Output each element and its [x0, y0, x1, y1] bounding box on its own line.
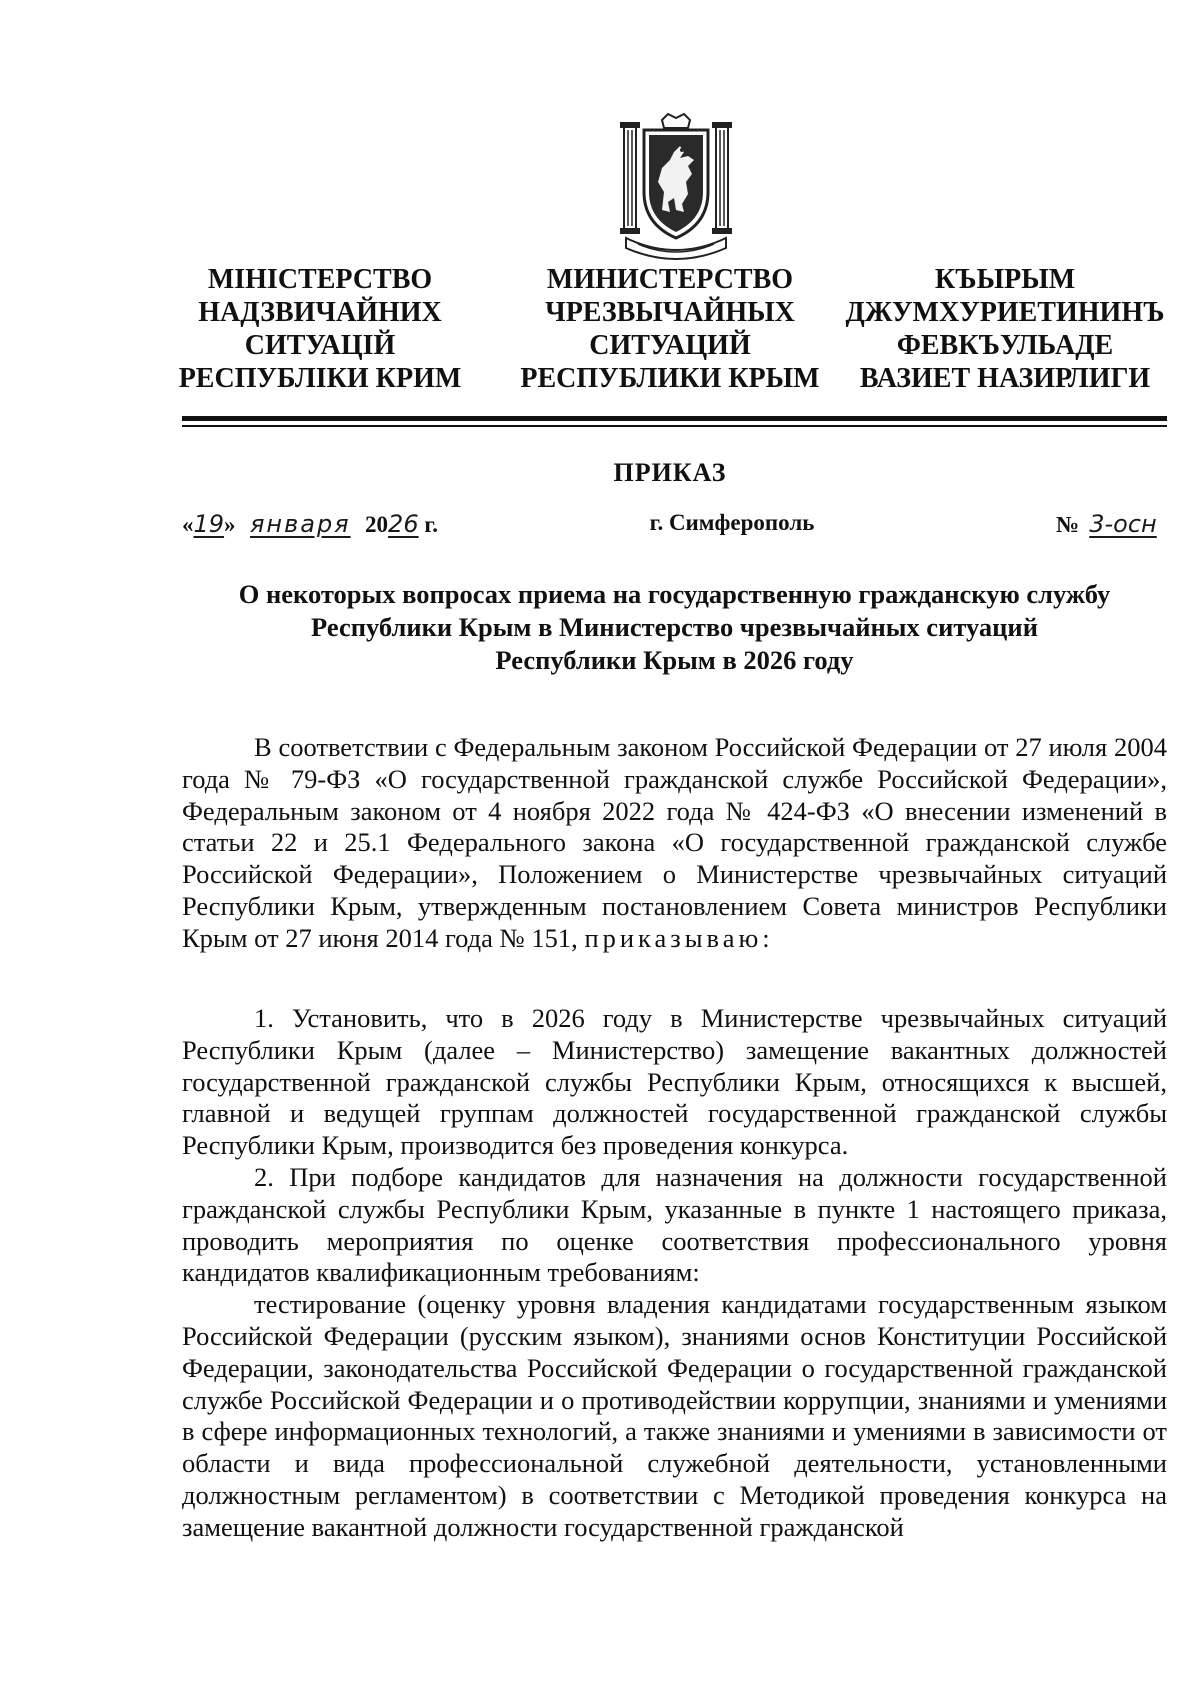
preamble-paragraph	[182, 732, 1167, 955]
header-crimean-tatar-name	[840, 263, 1170, 395]
date-year-prefix: 20	[365, 512, 389, 537]
header-line: КЪЫРЫМ	[934, 264, 1076, 295]
preamble	[182, 732, 1167, 955]
header-line: ДЖУМХУРИЕТИНИНЪ	[845, 297, 1165, 328]
header-divider-thin	[182, 425, 1167, 427]
preamble-text: В соответствии с Федеральным законом Российской Федерации от 27 июля 2004 года № 79-ФЗ «О государственной гражданской службе Российской Федерации», Федеральным законом от 4 ноября 2022 года № 424-ФЗ «О внесении изменений в статьи 22 и 25.1 Федерального закона «О государственной гражданской службе Российской Федерации», Положением о Министерстве чрезвычайных ситуаций Республики Крым, утвержденным постановлением Совета министров Республики Крым от 27 июня 2014 года № 151,	[182, 732, 1167, 953]
order-number-label: №	[1055, 512, 1079, 537]
header-line: СИТУАЦИЙ	[589, 330, 751, 361]
header-line: НАДЗВИЧАЙНИХ	[198, 297, 442, 328]
header-line: МІНІСТЕРСТВО	[207, 264, 433, 295]
header-line: ФЕВКЪУЛЬАДЕ	[896, 330, 1114, 361]
date-year-suffix: 26	[388, 510, 419, 538]
subject-line: Республики Крым в 2026 году	[495, 645, 854, 675]
date-day: 19	[193, 510, 225, 538]
order-meta-line	[182, 510, 1167, 550]
header-line: ВАЗИЕТ НАЗИРЛИГИ	[859, 363, 1151, 394]
header-line: МИНИСТЕРСТВО	[546, 264, 794, 295]
preamble-command: приказываю:	[584, 922, 774, 953]
header-line: СИТУАЦІЙ	[244, 330, 396, 361]
order-number-value: 3-осн	[1089, 510, 1157, 538]
header-divider-thick	[182, 416, 1167, 421]
order-date	[182, 510, 438, 538]
crimea-coat-of-arms-icon	[618, 112, 734, 260]
header-line: ЧРЕЗВЫЧАЙНЫХ	[545, 297, 795, 328]
order-item-1: 1. Установить, что в 2026 году в Министерстве чрезвычайных ситуаций Республики Крым (далее – Министерство) замещение вакантных должностей государственной гражданской службы Республики Крым, относящихся к высшей, главной и ведущей группам должностей государственной гражданской службы Республики Крым, производится без проведения конкурса.	[182, 1003, 1167, 1161]
order-title: ПРИКАЗ	[613, 458, 727, 487]
subject-line: Республики Крым в Министерство чрезвычайных ситуаций	[311, 612, 1038, 642]
header-russian-name	[500, 263, 840, 395]
subject-line: О некоторых вопросах приема на государственную гражданскую службу	[238, 579, 1111, 609]
order-subject	[182, 578, 1167, 677]
order-items	[182, 1003, 1167, 1544]
header-line: РЕСПУБЛІКИ КРИМ	[178, 363, 462, 394]
order-city: г. Симферополь	[649, 510, 815, 535]
order-number	[1056, 510, 1167, 538]
date-year-tail: г.	[418, 512, 438, 537]
date-close-quote: »	[224, 512, 236, 537]
date-month: января	[249, 510, 351, 538]
header-ukrainian-name	[170, 263, 470, 395]
header-line: РЕСПУБЛИКИ КРЫМ	[520, 363, 820, 394]
order-item-2-testing: тестирование (оценку уровня владения кандидатами государственным языком Российской Федерации (русским языком), знаниями основ Конституции Российской Федерации, законодательства Российской Федерации о государственной гражданской службе Российской Федерации и о противодействии коррупции, знаниями и умениями в сфере информационных технологий, а также знаниями и умениями в зависимости от области и вида профессиональной служебной деятельности, установленными должностным регламентом) в соответствии с Методикой проведения конкурса на замещение вакантной должности государственной гражданской	[182, 1289, 1167, 1542]
order-item-2: 2. При подборе кандидатов для назначения на должности государственной гражданской службы Республики Крым, указанные в пункте 1 настоящего приказа, проводить мероприятия по оценке соответствия профессионального уровня кандидатов квалификационным требованиям:	[182, 1161, 1167, 1288]
date-open-quote: «	[182, 512, 194, 537]
